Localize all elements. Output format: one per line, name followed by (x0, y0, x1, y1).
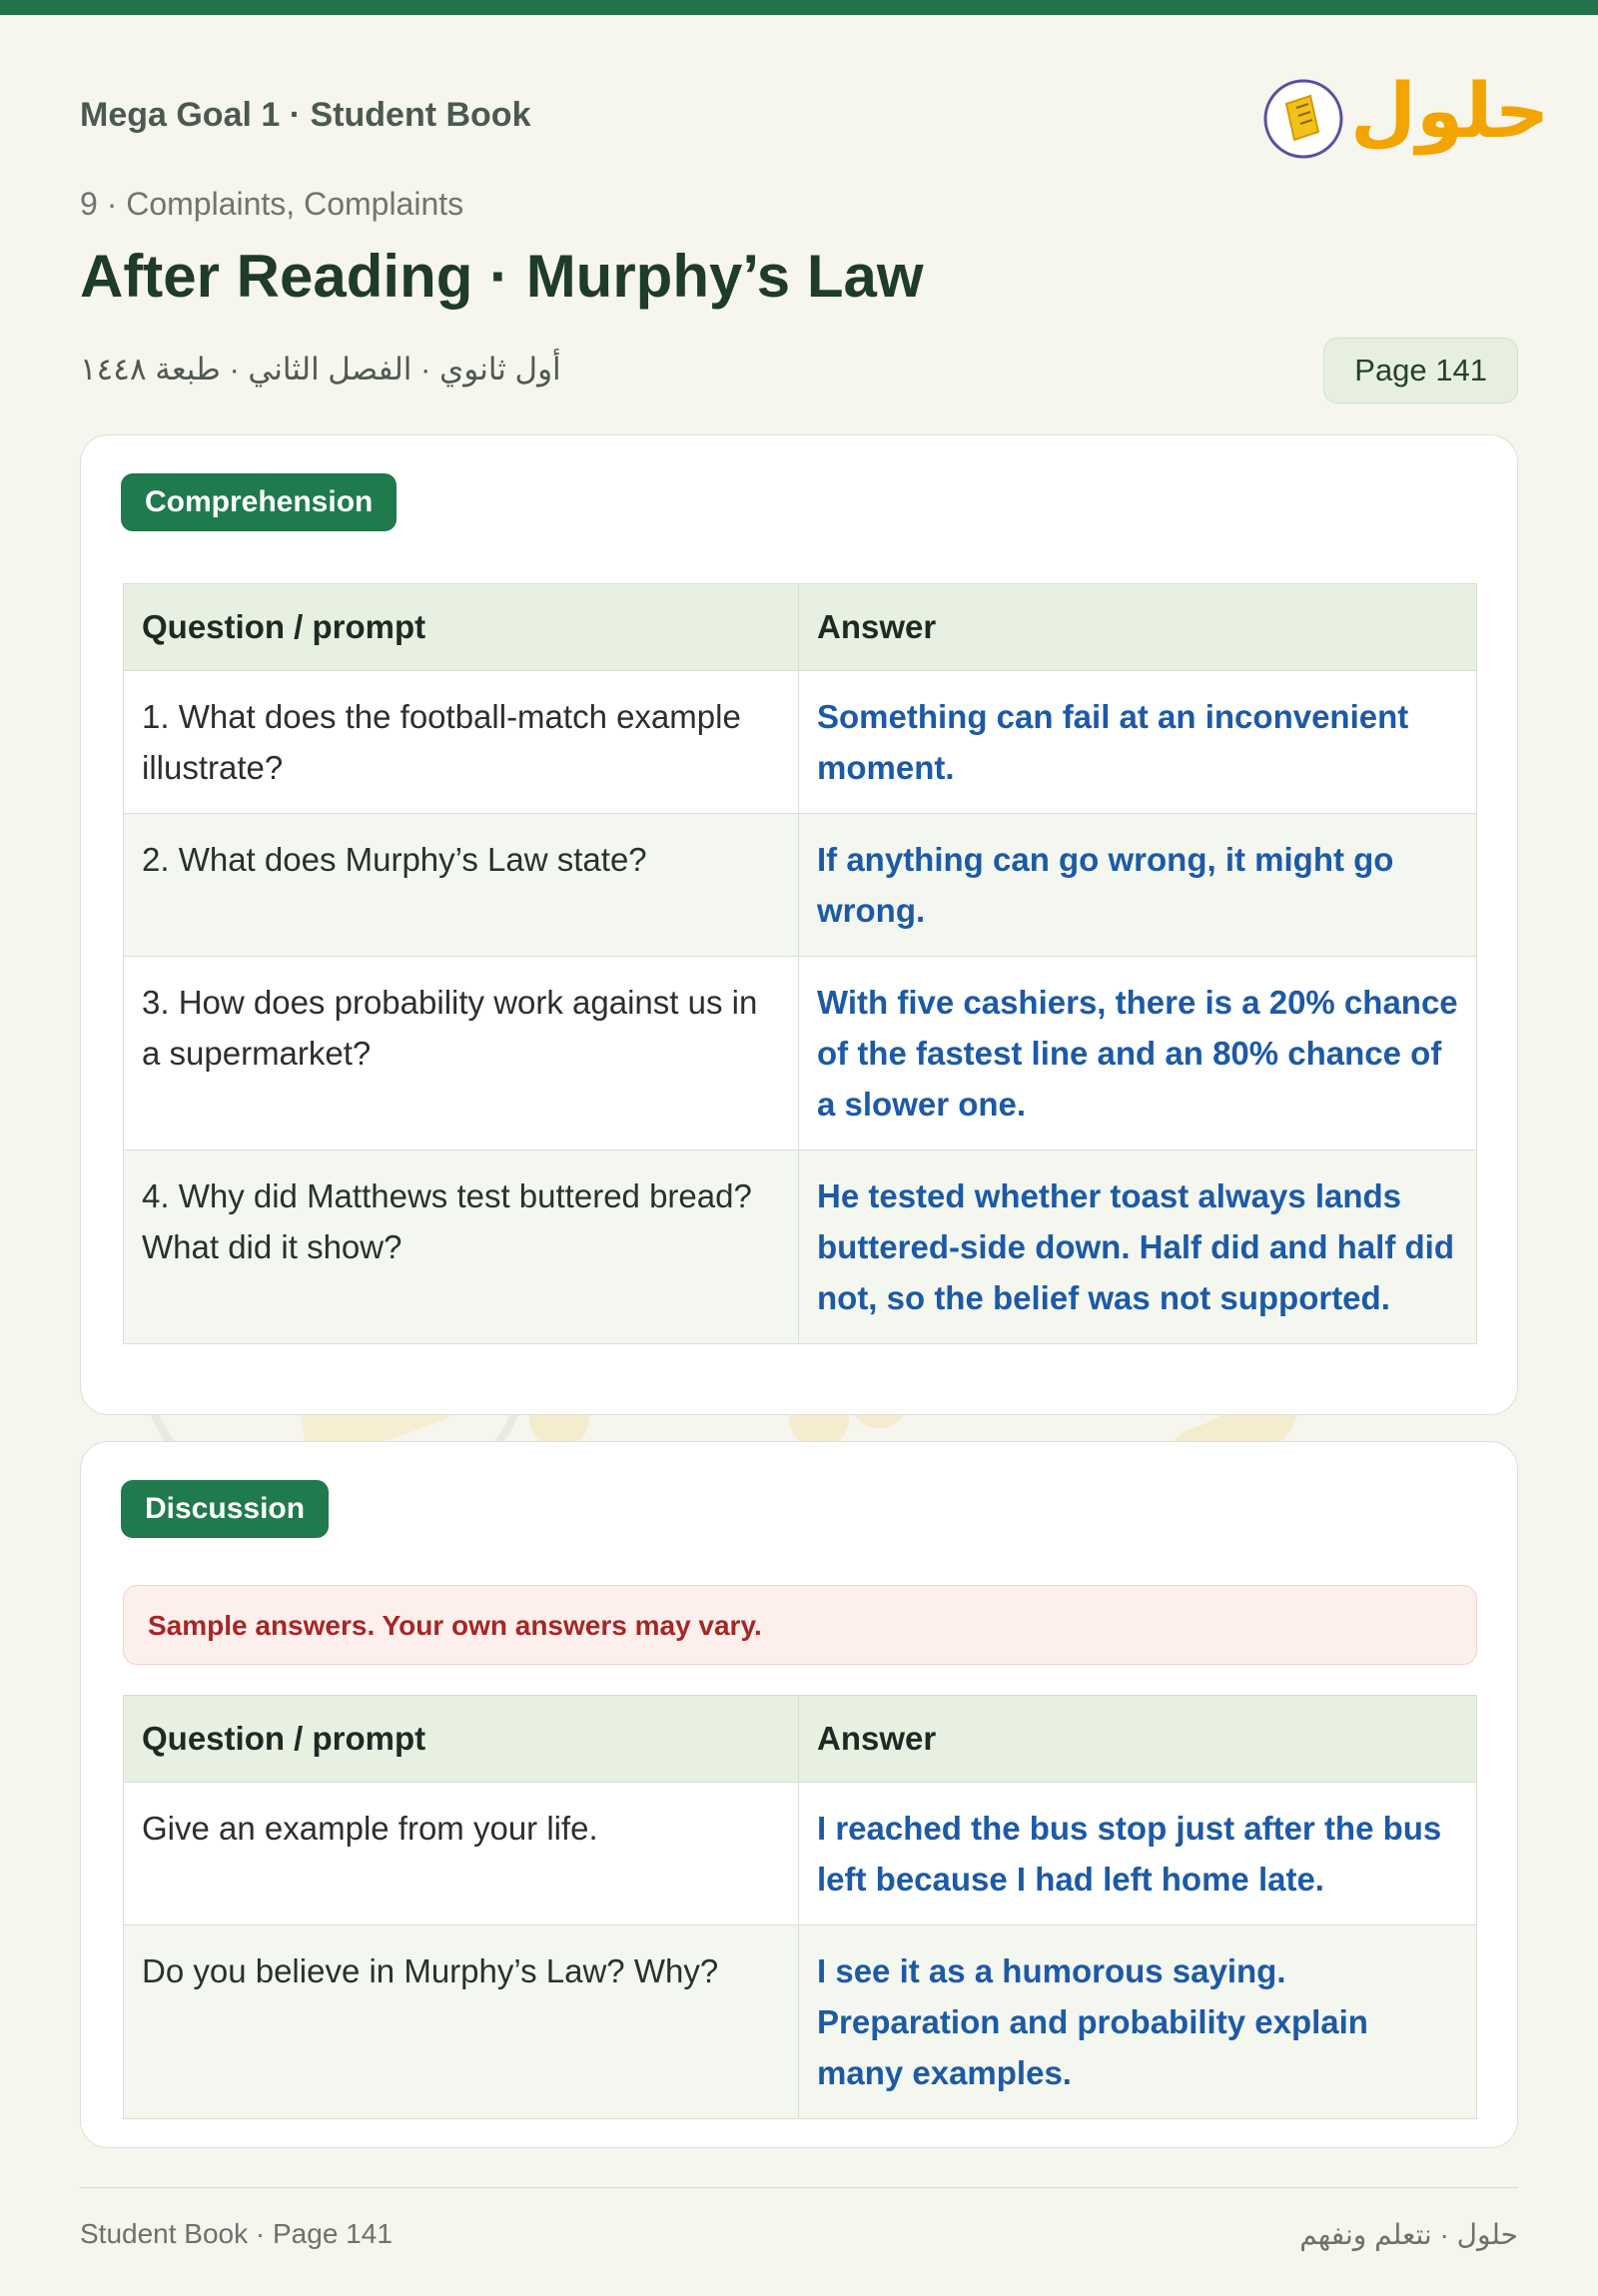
footer-page-label: Student Book · Page 141 (80, 2218, 393, 2249)
table-row (124, 671, 1477, 814)
book-title: Mega Goal 1 · Student Book (80, 96, 531, 134)
brand-logo (1258, 60, 1550, 170)
column-header-answer: Answer (799, 584, 1477, 671)
table-row (124, 1150, 1477, 1344)
table-row (124, 957, 1477, 1150)
sample-answers-note (123, 1585, 1477, 1665)
table-row (124, 814, 1477, 957)
logo-wordmark: حلول (1350, 66, 1550, 155)
answer-cell: Something can fail at an inconvenient moment. (799, 671, 1477, 814)
unit-title: 9 · Complaints, Complaints (80, 186, 464, 222)
book-icon (1258, 74, 1348, 164)
comprehension-card (80, 434, 1518, 1415)
footer-brand-tagline: حلول · نتعلم ونفهم (1299, 2219, 1518, 2250)
answer-cell: With five cashiers, there is a 20% chance of the fastest line and an 80% chance of a slower one. (799, 957, 1477, 1150)
note-text: Sample answers. Your own answers may vary. (148, 1610, 762, 1641)
question-cell: 3. How does probability work against us in a supermarket? (124, 957, 799, 1150)
answer-cell: I see it as a humorous saying. Preparation and probability explain many examples. (799, 1925, 1477, 2119)
table-header-row (124, 584, 1477, 671)
question-cell: Do you believe in Murphy’s Law? Why? (124, 1925, 799, 2119)
discussion-table (123, 1695, 1477, 2119)
table-row (124, 1925, 1477, 2119)
page-number-badge: Page 141 (1323, 338, 1518, 403)
comprehension-label: Comprehension (121, 473, 397, 531)
answer-cell: I reached the bus stop just after the bus left because I had left home late. (799, 1783, 1477, 1925)
question-cell: 1. What does the football-match example illustrate? (124, 671, 799, 814)
page-title: After Reading · Murphy’s Law (80, 243, 924, 310)
footer-divider (80, 2187, 1518, 2188)
column-header-question: Question / prompt (124, 584, 799, 671)
answer-cell: If anything can go wrong, it might go wrong. (799, 814, 1477, 957)
table-header-row (124, 1696, 1477, 1783)
discussion-card (80, 1441, 1518, 2148)
discussion-label: Discussion (121, 1480, 329, 1538)
page-header (80, 0, 1550, 419)
question-cell: Give an example from your life. (124, 1783, 799, 1925)
column-header-question: Question / prompt (124, 1696, 799, 1783)
comprehension-table (123, 583, 1477, 1344)
question-cell: 2. What does Murphy’s Law state? (124, 814, 799, 957)
answer-cell: He tested whether toast always lands buttered-side down. Half did and half did not, so the belief was not supported. (799, 1150, 1477, 1344)
grade-term-line: أول ثانوي · الفصل الثاني · طبعة ١٤٤٨ (80, 352, 561, 386)
question-cell: 4. Why did Matthews test buttered bread? What did it show? (124, 1150, 799, 1344)
table-row (124, 1783, 1477, 1925)
column-header-answer: Answer (799, 1696, 1477, 1783)
